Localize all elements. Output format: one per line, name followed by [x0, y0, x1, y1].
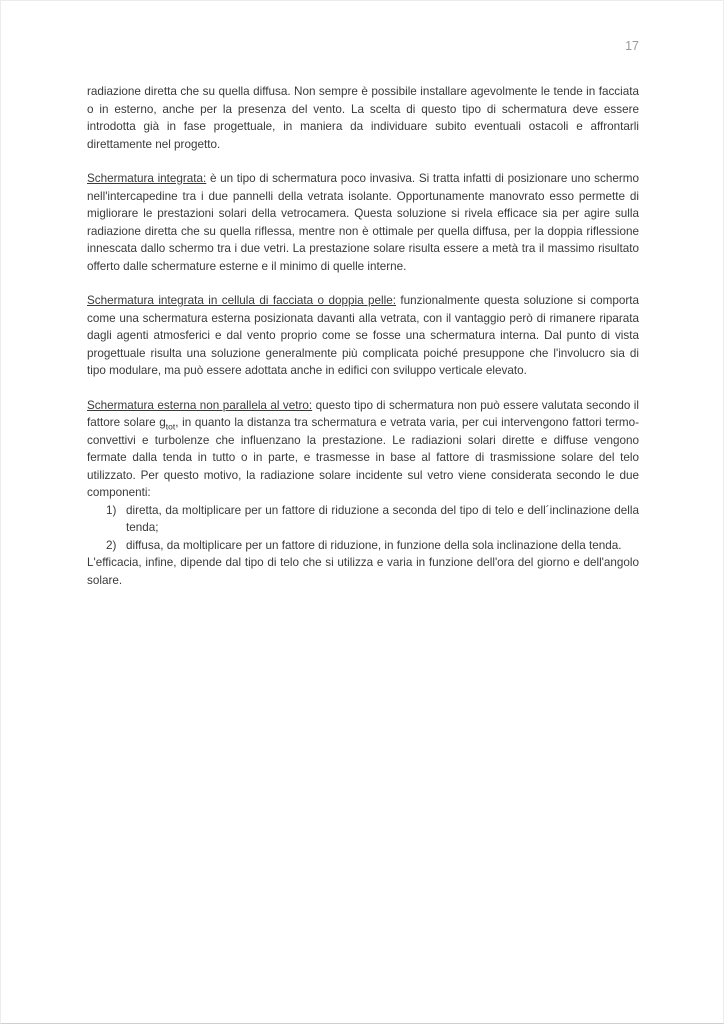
paragraph-continuation: radiazione diretta che su quella diffusa. Non sempre è possibile installare agevolmente le tende in facciata o in esterno, anche per la presenza del vento. La scelta di questo tipo di schermatura deve essere introdotta già in fase progettuale, in maniera da individuare subito eventuali ostacoli e affrontarli direttamente nel progetto. [87, 85, 639, 151]
paragraph-esterna-body-before-sub: questo tipo di schermatura non può essere valutata secondo il fattore solare g [87, 398, 639, 429]
list-item [87, 502, 639, 537]
numbered-list [87, 502, 639, 555]
paragraph-esterna-non-parallela [87, 397, 639, 502]
list-item-number: 1) [106, 503, 117, 517]
heading-schermatura-integrata: Schermatura integrata: [87, 172, 207, 185]
paragraph-schermatura-integrata-body: è un tipo di schermatura poco invasiva. Si tratta infatti di posizionare uno schermo nell'intercapedine tra i due pannelli della vetrata isolante. Opportunamente manovrato esso permette di migliorare le prestazioni solari della vetrocamera. Questa soluzione si rivela efficace sia per agire sulla radiazione diretta che su quella riflessa, mentre non è ottimale per quella diffusa, per la doppia riflessione innescata dallo schermo tra i due vetri. La prestazione solare risulta essere a metà tra il massimo risultato offerto dalle schermature esterne e il minimo di quelle interne. [87, 172, 639, 273]
list-item-text: diretta, da moltiplicare per un fattore di riduzione a seconda del tipo di telo e dell´inclinazione della tenda; [126, 503, 639, 534]
gtot-subscript: tot [165, 421, 176, 432]
list-item-number: 2) [106, 538, 117, 552]
page-number: 17 [625, 39, 639, 53]
paragraph-cellula-facciata-body: funzionalmente questa soluzione si comporta come una schermatura esterna posizionata davanti alla vetrata, con il vantaggio però di rimanere riparata dagli agenti atmosferici e dal vento proprio come se fosse una schermatura interna. Dal punto di vista progettuale risulta una soluzione generalmente più complicata poiché presuppone che l'involucro sia di tipo modulare, ma può essere adottata anche in edifici con sviluppo verticale elevato. [87, 294, 639, 377]
heading-cellula-facciata: Schermatura integrata in cellula di facciata o doppia pelle: [87, 294, 396, 307]
heading-esterna-non-parallela: Schermatura esterna non parallela al vetro: [87, 398, 313, 412]
paragraph-closing: L'efficacia, infine, dipende dal tipo di telo che si utilizza e varia in funzione dell'ora del giorno e dell'angolo solare. [87, 556, 639, 587]
paragraph-schermatura-integrata [87, 170, 639, 275]
list-item-text: diffusa, da moltiplicare per un fattore di riduzione, in funzione della sola inclinazione della tenda. [126, 538, 622, 552]
paragraph-cellula-facciata [87, 292, 639, 380]
page-content [87, 39, 639, 589]
paragraph-esterna-body-after-sub: , in quanto la distanza tra schermatura e vetrata varia, per cui intervengono fattori termo-convettivi e turbolenze che influenzano la prestazione. Le radiazioni solari dirette e diffuse vengono fermate dalla tenda in tutto o in parte, e trasmesse in base al fattore di trasmissione solare del telo utilizzato. Per questo motivo, la radiazione solare incidente sul vetro viene considerata secondo le due componenti: [87, 416, 639, 499]
list-item [87, 537, 639, 555]
